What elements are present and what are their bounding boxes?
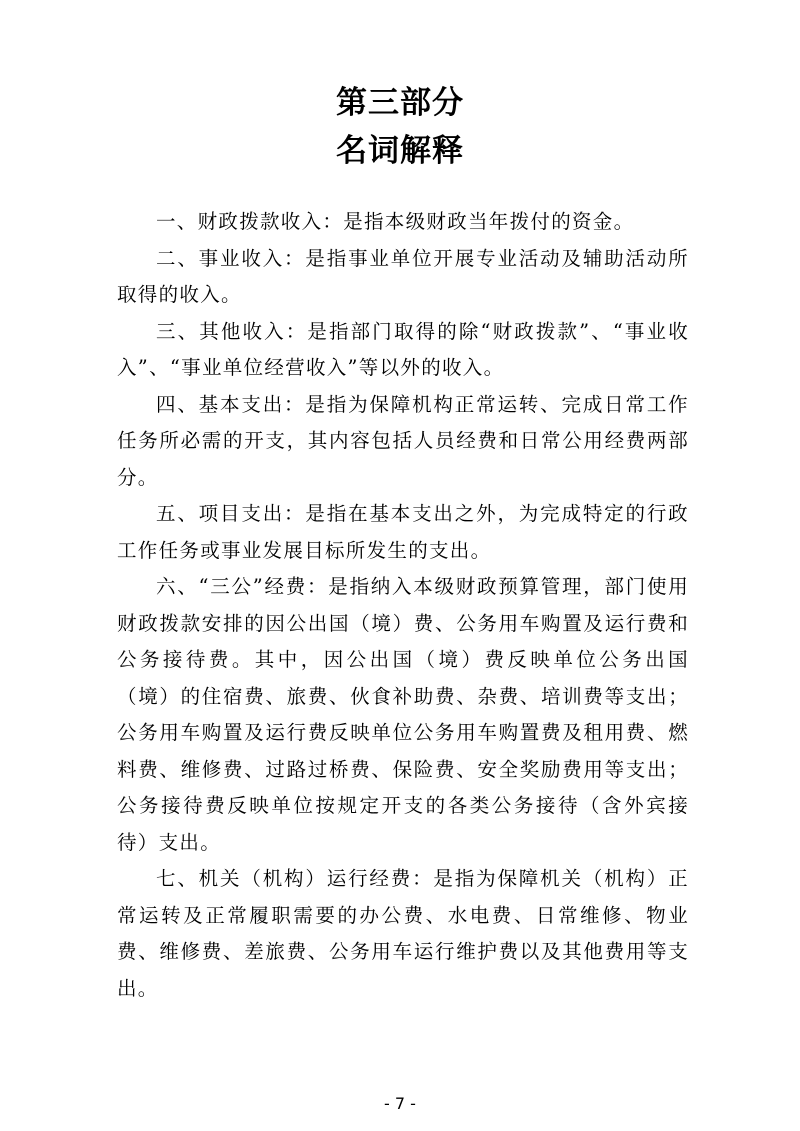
page-number: - 7 - [384, 1094, 416, 1113]
paragraph-6: 六、“三公”经费：是指纳入本级财政预算管理，部门使用财政拨款安排的因公出国（境）费、公务用车购置及运行费和公务接待费。其中，因公出国（境）费反映单位公务出国（境）的住宿费、旅费、伙食补助费、杂费、培训费等支出；公务用车购置及运行费反映单位公务用车购置费及租用费、燃料费、维修费、过路过桥费、保险费、安全奖励费用等支出；公务接待费反映单位按规定开支的各类公务接待（含外宾接待）支出。 [117, 575, 689, 854]
paragraph-2: 二、事业收入：是指事业单位开展专业活动及辅助活动所取得的收入。 [117, 246, 689, 306]
document-body [117, 204, 689, 1007]
paragraph-4: 四、基本支出：是指为保障机构正常运转、完成日常工作任务所必需的开支，其内容包括人员经费和日常公用经费两部分。 [117, 392, 689, 489]
paragraph-1: 一、财政拨款收入：是指本级财政当年拨付的资金。 [156, 210, 635, 233]
paragraph-3: 三、其他收入：是指部门取得的除“财政拨款”、“事业收入”、“事业单位经营收入”等以外的收入。 [117, 319, 689, 379]
section-title: 第三部分 [336, 85, 464, 121]
paragraph-5: 五、项目支出：是指在基本支出之外，为完成特定的行政工作任务或事业发展目标所发生的支出。 [117, 502, 689, 562]
section-subtitle: 名词解释 [336, 133, 464, 169]
paragraph-7: 七、机关（机构）运行经费：是指为保障机关（机构）正常运转及正常履职需要的办公费、水电费、日常维修、物业费、维修费、差旅费、公务用车运行维护费以及其他费用等支出。 [117, 867, 689, 1000]
